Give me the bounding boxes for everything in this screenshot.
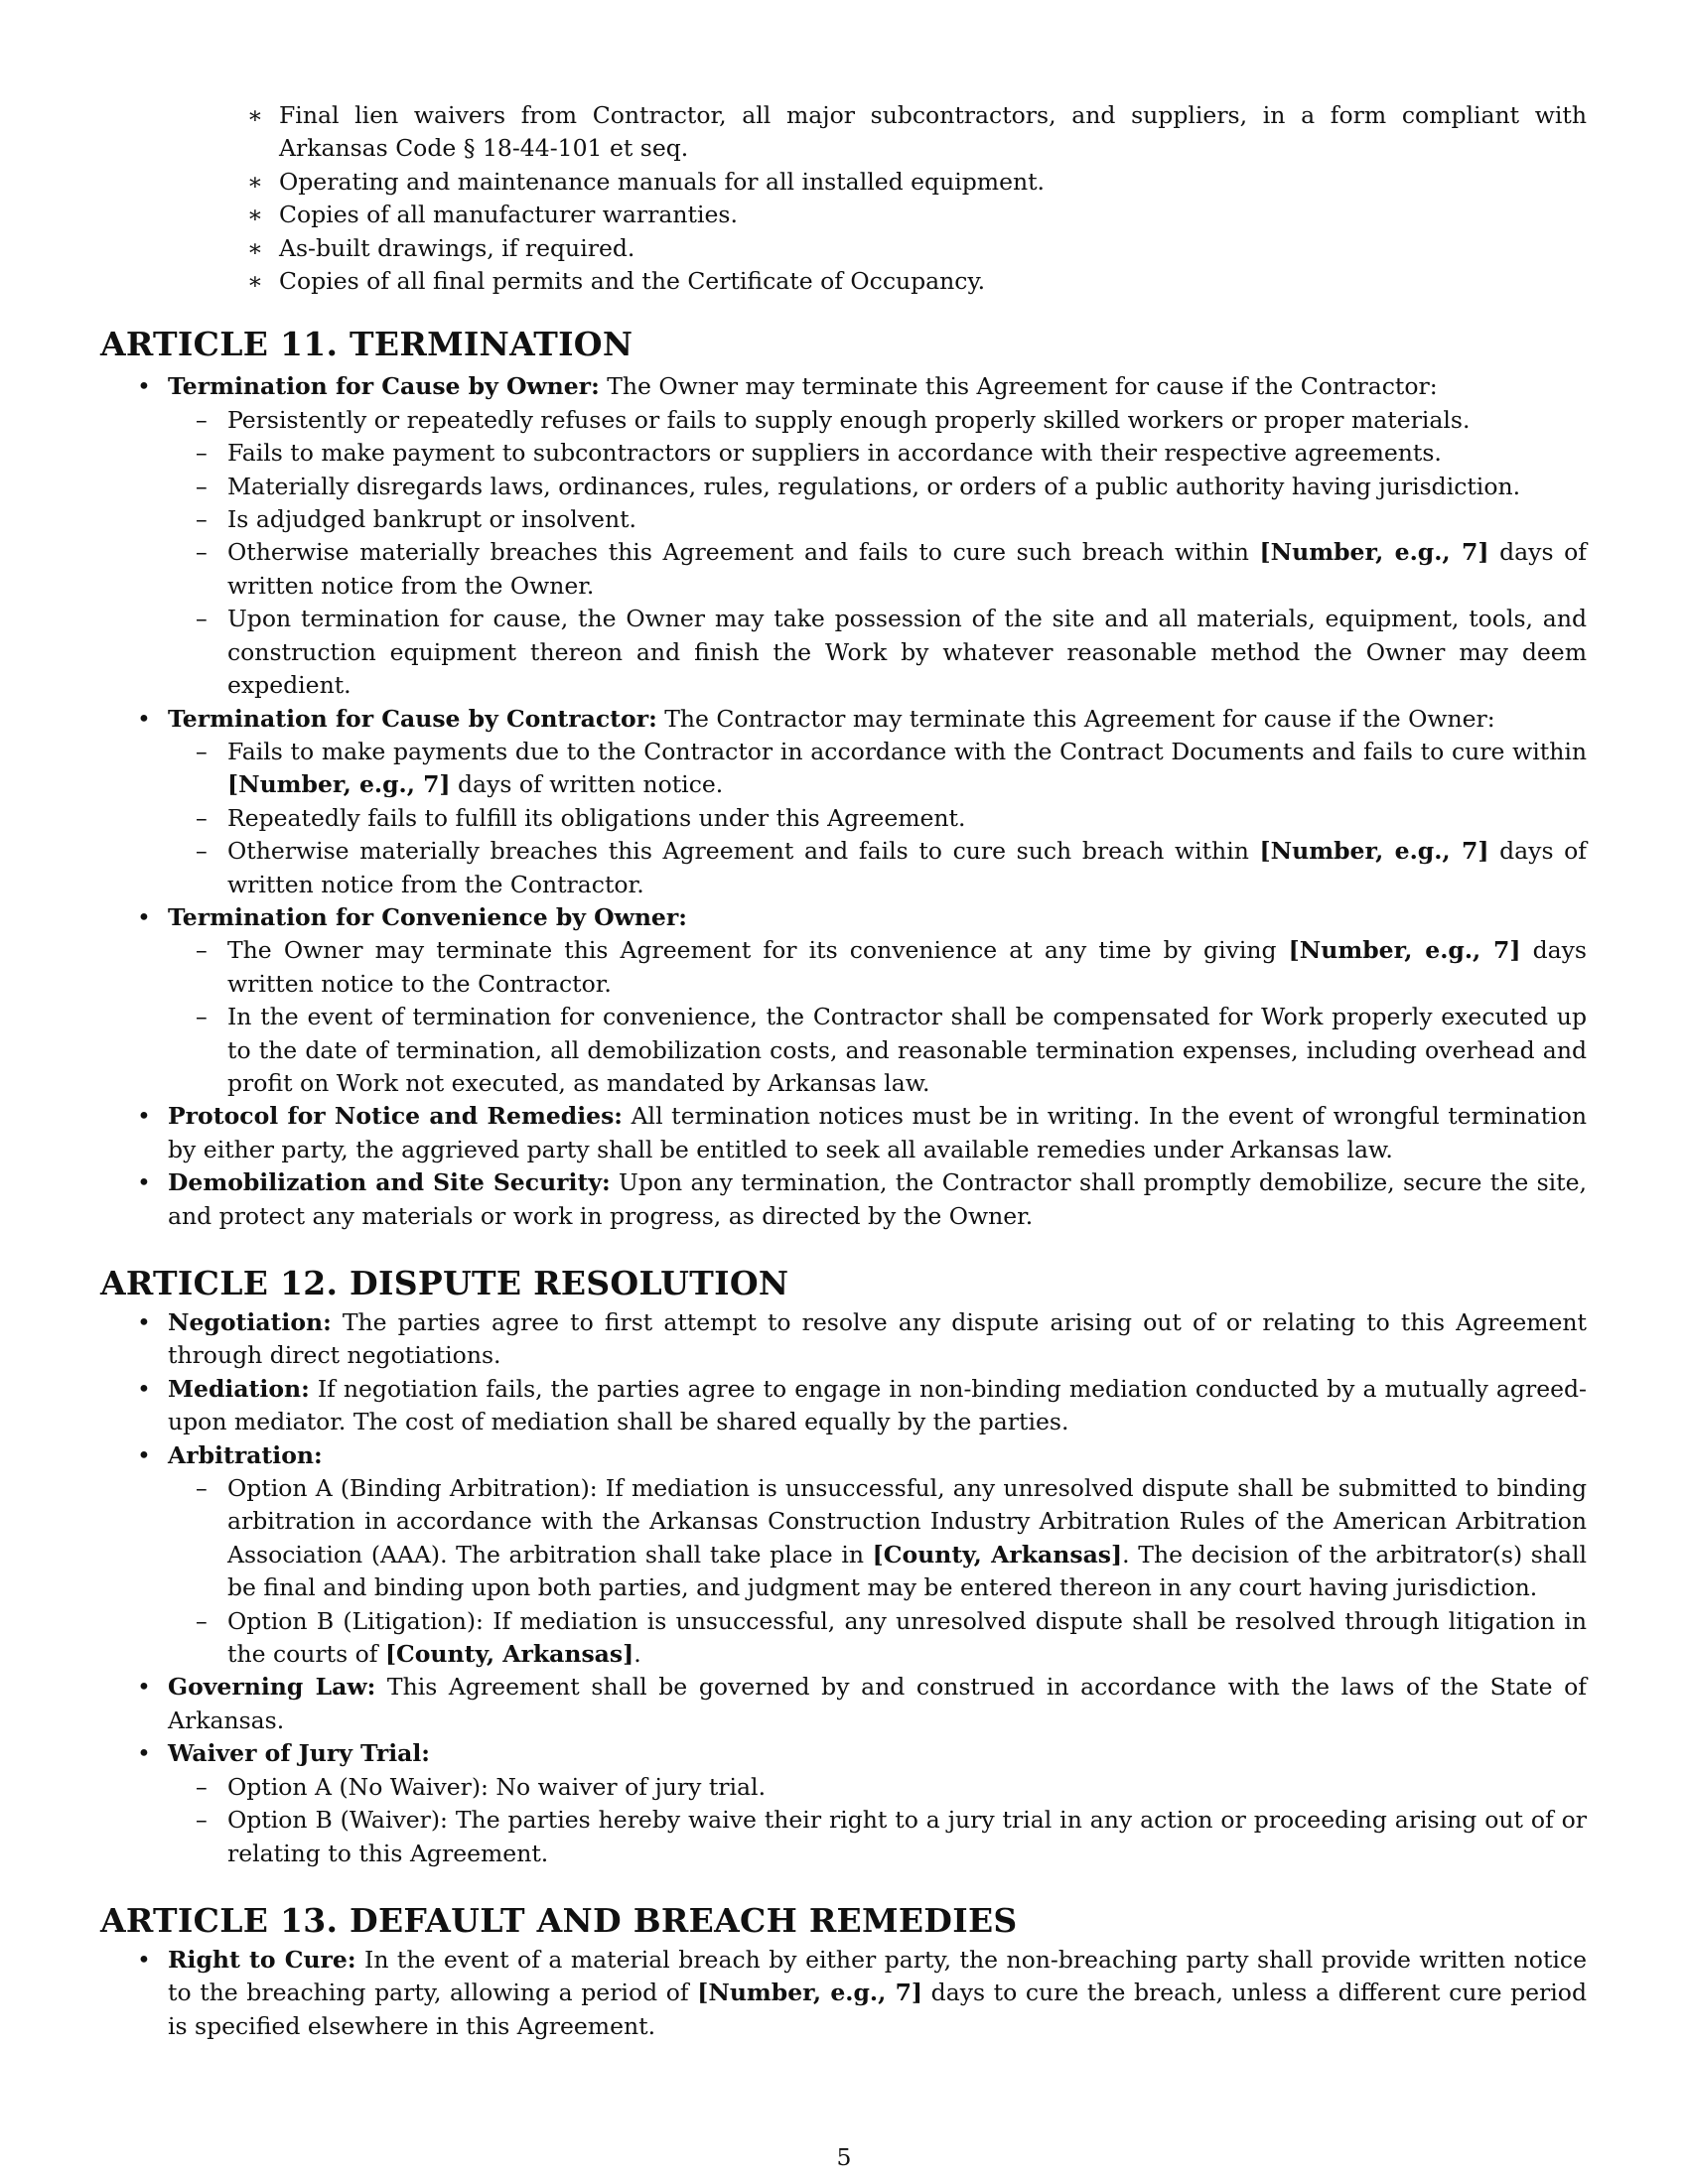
list-item: – The Owner may terminate this Agreement for its convenience at any time by giving [Number, e.g., 7] days written notice to the Contractor.: [168, 934, 1587, 1001]
list-item: ∗ Operating and maintenance manuals for all installed equipment.: [100, 166, 1587, 199]
governing-law: • Governing Law: This Agreement shall be governed by and construed in accordance with the laws of the State of Arkansas.: [100, 1671, 1587, 1737]
article-13-list: [100, 1944, 1587, 2043]
list-item: – Fails to make payment to subcontractors or suppliers in accordance with their respective agreements.: [168, 437, 1587, 470]
list-item: ∗ Copies of all manufacturer warranties.: [100, 199, 1587, 231]
list-item: ∗ Copies of all final permits and the Certificate of Occupancy.: [100, 265, 1587, 298]
document-page: [100, 99, 1587, 2043]
article-12-list: [100, 1306, 1587, 1870]
list-item: – Fails to make payments due to the Contractor in accordance with the Contract Documents and fails to cure within [Number, e.g., 7] days of written notice.: [168, 736, 1587, 802]
placeholder-field: [Number, e.g., 7]: [1259, 837, 1489, 866]
jury-sublist: [168, 1771, 1587, 1870]
placeholder-field: [Number, e.g., 7]: [227, 770, 451, 799]
list-item: – Upon termination for cause, the Owner may take possession of the site and all materials, equipment, tools, and construction equipment thereon and finish the Work by whatever reasonable method the Owner may deem expedient.: [168, 603, 1587, 702]
negotiation: • Negotiation: The parties agree to first attempt to resolve any dispute arising out of or relating to this Agreement through direct negotiations.: [100, 1306, 1587, 1373]
list-item: – Persistently or repeatedly refuses or fails to supply enough properly skilled workers or proper materials.: [168, 404, 1587, 437]
article-11-list: [100, 370, 1587, 1233]
list-item: ∗ Final lien waivers from Contractor, all major subcontractors, and suppliers, in a form compliant with Arkansas Code § 18-44-101 et seq.: [100, 99, 1587, 166]
article-13-heading: ARTICLE 13. DEFAULT AND BREACH REMEDIES: [100, 1900, 1018, 1940]
placeholder-field: [County, Arkansas]: [384, 1640, 634, 1669]
list-item: – Repeatedly fails to fulfill its obligations under this Agreement.: [168, 802, 1587, 835]
list-item: – Is adjudged bankrupt or insolvent.: [168, 503, 1587, 536]
list-item: – Otherwise materially breaches this Agreement and fails to cure such breach within [Number, e.g., 7] days of written notice from the Contractor.: [168, 835, 1587, 901]
article-12-heading: ARTICLE 12. DISPUTE RESOLUTION: [100, 1264, 789, 1302]
notice-protocol: • Protocol for Notice and Remedies: All termination notices must be in writing. In the event of wrongful termination by either party, the aggrieved party shall be entitled to seek all available remedies under Arkansas law.: [100, 1100, 1587, 1166]
list-item: – Option A (No Waiver): No waiver of jury trial.: [168, 1771, 1587, 1804]
mediation: • Mediation: If negotiation fails, the parties agree to engage in non-binding mediation conducted by a mutually agreed-upon mediator. The cost of mediation shall be shared equally by the parties.: [100, 1373, 1587, 1439]
closeout-documents-list: [100, 99, 1587, 298]
list-item: – Option B (Waiver): The parties hereby waive their right to a jury trial in any action or proceeding arising out of or relating to this Agreement.: [168, 1804, 1587, 1870]
placeholder-field: [Number, e.g., 7]: [1259, 538, 1489, 567]
owner-cause-sublist: [168, 404, 1587, 703]
termination-contractor-cause: • Termination for Cause by Contractor: The Contractor may terminate this Agreement for cause if the Owner: – Fails to make payments due to the Contractor in accordance with the Contract Documents and fails to cure within [Number, e.g., 7] days of written notice. – Repeatedly fails to fulfill its obligations under this Agreement. – Otherwise materially breaches this Agreement and fails to cure such breach within [Number, e.g., 7] days of written notice from the Contractor.: [100, 703, 1587, 901]
list-item: – Option A (Binding Arbitration): If mediation is unsuccessful, any unresolved dispute shall be submitted to binding arbitration in accordance with the Arkansas Construction Industry Arbitration Rules of the American Arbitration Association (AAA). The arbitration shall take place in [County, Arkansas]. The decision of the arbitrator(s) shall be final and binding upon both parties, and judgment may be entered thereon in any court having jurisdiction.: [168, 1472, 1587, 1605]
arbitration-sublist: [168, 1472, 1587, 1671]
placeholder-field: [Number, e.g., 7]: [1288, 936, 1521, 965]
placeholder-field: [County, Arkansas]: [872, 1540, 1123, 1569]
list-item: – In the event of termination for convenience, the Contractor shall be compensated for Work properly executed up to the date of termination, all demobilization costs, and reasonable termination expenses, including overhead and profit on Work not executed, as mandated by Arkansas law.: [168, 1001, 1587, 1100]
list-item: – Option B (Litigation): If mediation is unsuccessful, any unresolved dispute shall be resolved through litigation in the courts of [County, Arkansas].: [168, 1605, 1587, 1672]
termination-owner-cause: • Termination for Cause by Owner: The Owner may terminate this Agreement for cause if the Contractor: – Persistently or repeatedly refuses or fails to supply enough properly skilled workers or proper materials. – Fails to make payment to subcontractors or suppliers in accordance with their respective agreements. – Materially disregards laws, ordinances, rules, regulations, or orders of a public authority having jurisdiction. – Is adjudged bankrupt or insolvent. – Otherwise materially breaches this Agreement and fails to cure such breach within [Number, e.g., 7] days of written notice from the Owner. – Upon termination for cause, the Owner may take possession of the site and all materials, equipment, tools, and construction equipment thereon and finish the Work by whatever reasonable method the Owner may deem expedient.: [100, 370, 1587, 702]
jury-waiver: • Waiver of Jury Trial: – Option A (No Waiver): No waiver of jury trial. – Option B (Waiver): The parties hereby waive their right to a jury trial in any action or proceeding arising out of or relating to this Agreement.: [100, 1737, 1587, 1870]
demobilization: • Demobilization and Site Security: Upon any termination, the Contractor shall promptly demobilize, secure the site, and protect any materials or work in progress, as directed by the Owner.: [100, 1166, 1587, 1233]
termination-convenience: • Termination for Convenience by Owner: – The Owner may terminate this Agreement for its convenience at any time by giving [Number, e.g., 7] days written notice to the Contractor. – In the event of termination for convenience, the Contractor shall be compensated for Work properly executed up to the date of termination, all demobilization costs, and reasonable termination expenses, including overhead and profit on Work not executed, as mandated by Arkansas law.: [100, 901, 1587, 1100]
placeholder-field: [Number, e.g., 7]: [697, 1979, 923, 2007]
convenience-sublist: [168, 934, 1587, 1100]
list-item: – Otherwise materially breaches this Agreement and fails to cure such breach within [Number, e.g., 7] days of written notice from the Owner.: [168, 536, 1587, 603]
page-number: 5: [836, 2143, 852, 2171]
contractor-cause-sublist: [168, 736, 1587, 901]
article-11-heading: ARTICLE 11. TERMINATION: [100, 325, 633, 364]
list-item: – Materially disregards laws, ordinances, rules, regulations, or orders of a public authority having jurisdiction.: [168, 471, 1587, 503]
arbitration: • Arbitration: – Option A (Binding Arbitration): If mediation is unsuccessful, any unresolved dispute shall be submitted to binding arbitration in accordance with the Arkansas Construction Industry Arbitration Rules of the American Arbitration Association (AAA). The arbitration shall take place in [County, Arkansas]. The decision of the arbitrator(s) shall be final and binding upon both parties, and judgment may be entered thereon in any court having jurisdiction. – Option B (Litigation): If mediation is unsuccessful, any unresolved dispute shall be resolved through litigation in the courts of [County, Arkansas].: [100, 1439, 1587, 1672]
list-item: ∗ As-built drawings, if required.: [100, 232, 1587, 265]
right-to-cure: • Right to Cure: In the event of a material breach by either party, the non-breaching party shall provide written notice to the breaching party, allowing a period of [Number, e.g., 7] days to cure the breach, unless a different cure period is specified elsewhere in this Agreement.: [100, 1944, 1587, 2043]
